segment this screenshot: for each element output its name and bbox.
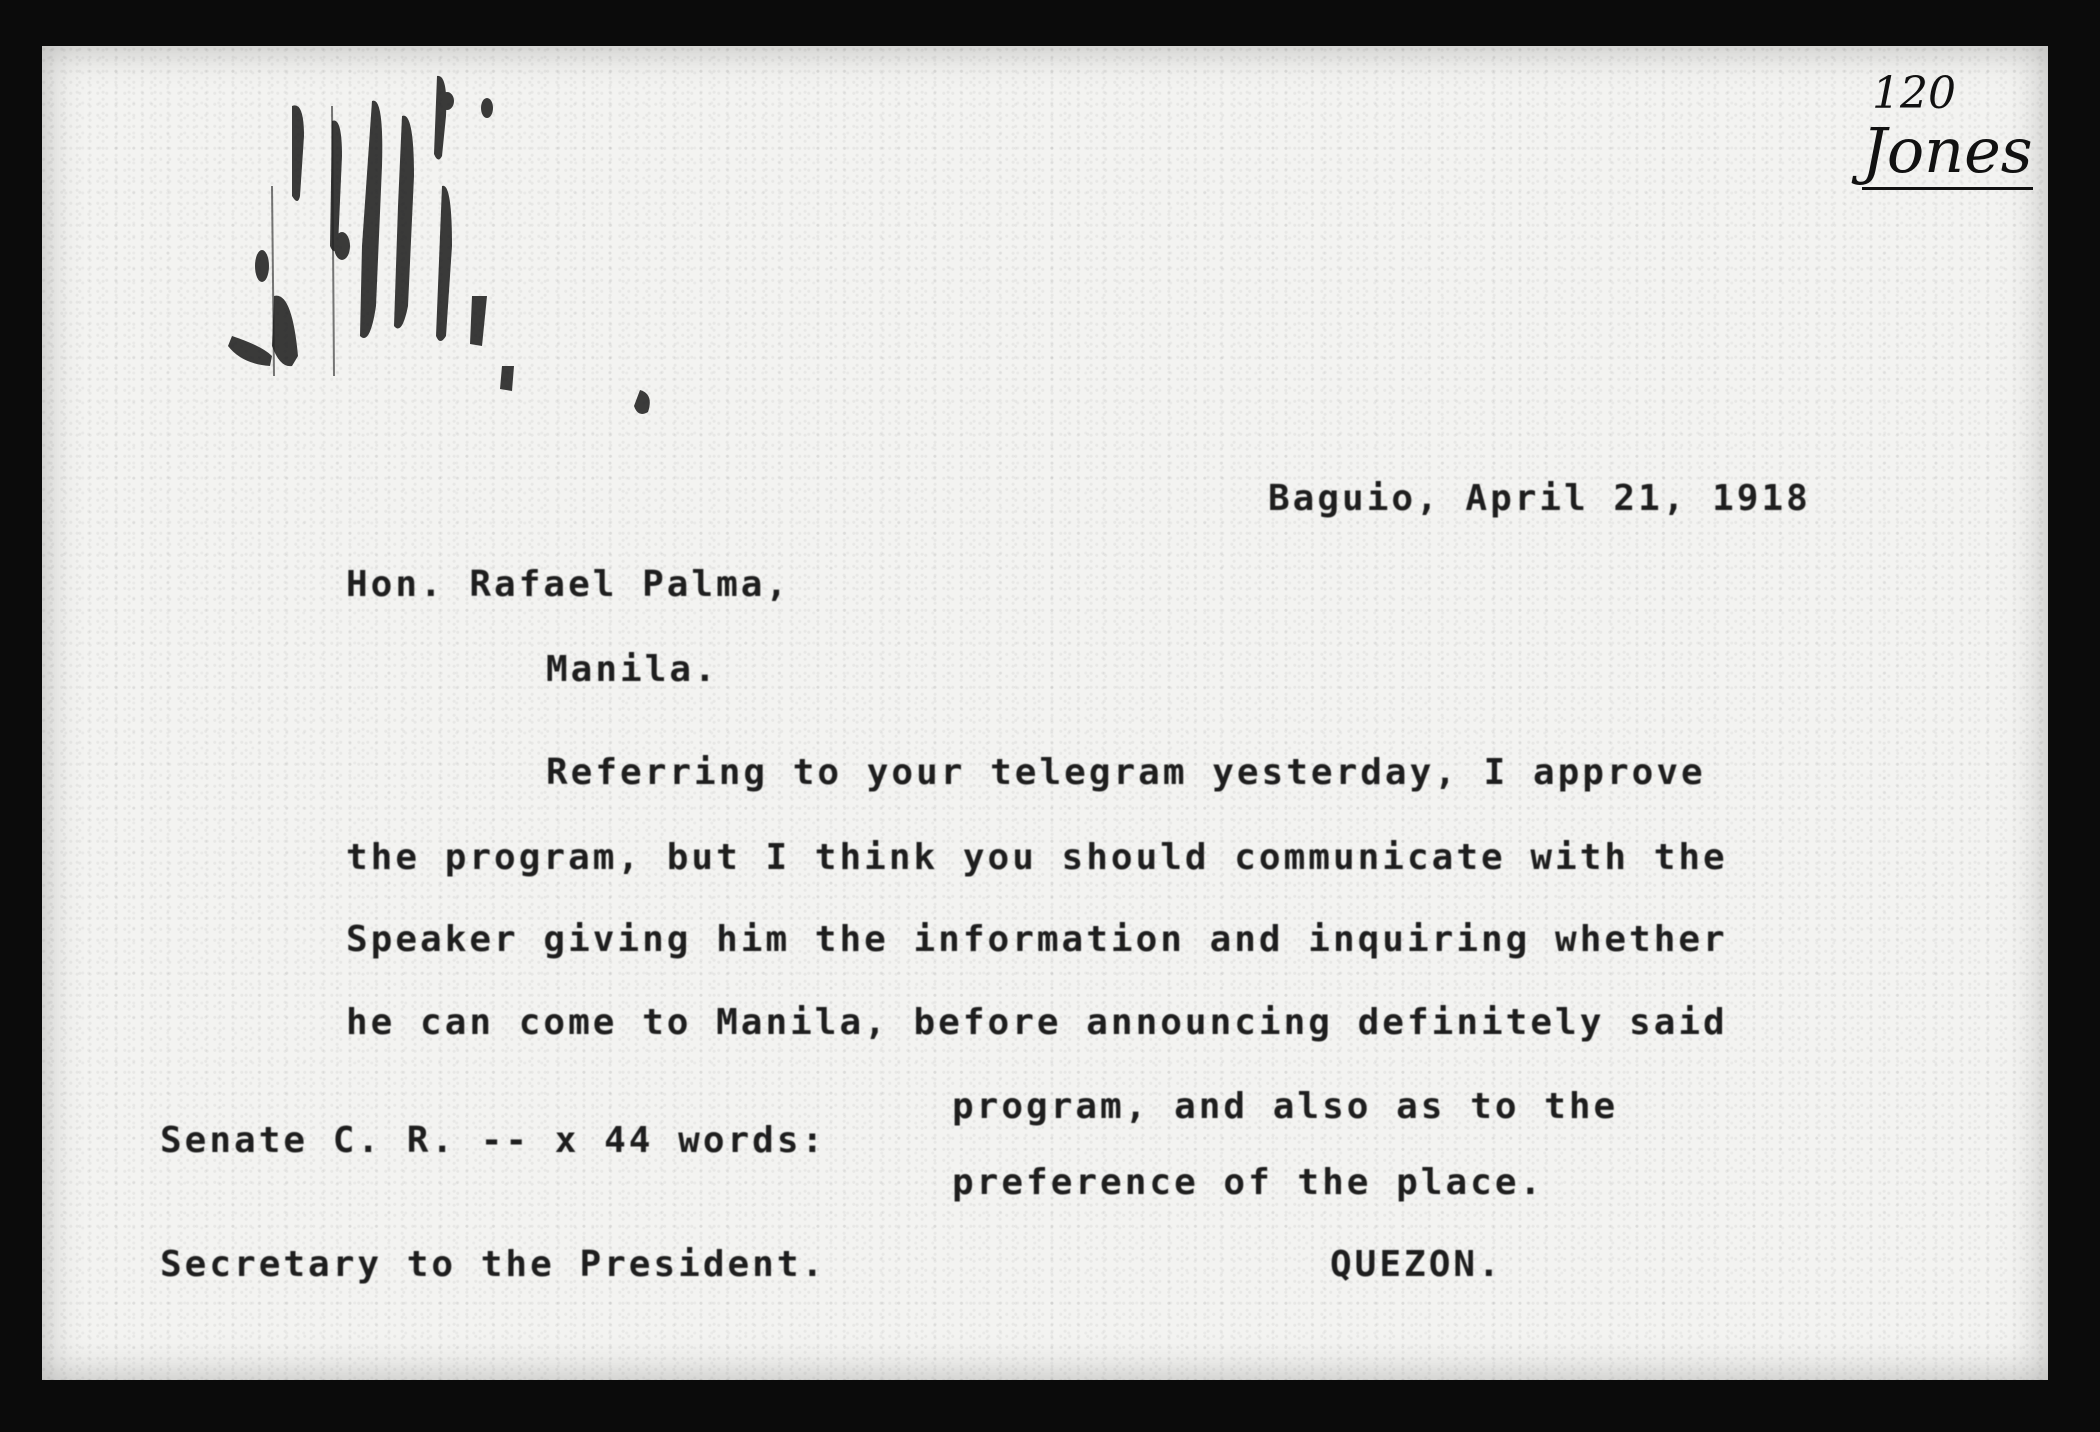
body-line: Referring to your telegram yesterday, I approve	[546, 752, 1706, 793]
telegram-paper	[42, 46, 2048, 1380]
handwritten-name: Jones	[1862, 114, 2033, 190]
secretary-note: Secretary to the President.	[160, 1244, 827, 1285]
charge-note: Senate C. R. -- x 44 words:	[160, 1120, 827, 1161]
body-continuation-line: preference of the place.	[952, 1162, 1545, 1203]
handwritten-number: 120	[1872, 68, 1956, 119]
body-continuation-line: program, and also as to the	[952, 1086, 1619, 1127]
dateline: Baguio, April 21, 1918	[1268, 478, 1811, 519]
location: Manila.	[546, 649, 719, 690]
body-line: Speaker giving him the information and inquiring whether	[346, 919, 1728, 960]
addressee: Hon. Rafael Palma,	[346, 564, 791, 605]
signature: QUEZON.	[1330, 1244, 1503, 1285]
body-line: he can come to Manila, before announcing definitely said	[346, 1002, 1728, 1043]
body-line: the program, but I think you should communicate with the	[346, 837, 1728, 878]
